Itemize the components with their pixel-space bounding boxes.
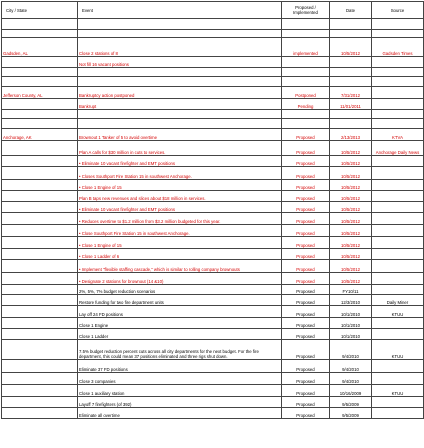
source-cell	[372, 99, 424, 110]
event-cell: Brownout 1 Tanker of 5 to avoid overtime	[78, 129, 282, 141]
table-row	[2, 213, 424, 225]
table-row	[2, 38, 424, 57]
table-row	[2, 385, 424, 397]
event-cell: • Reduces overtime to $1.2 million from $3.2 million budgeted for this year.	[78, 213, 282, 225]
status-cell: Proposed	[282, 373, 330, 385]
city-cell	[2, 202, 78, 213]
city-cell	[2, 249, 78, 260]
table-row	[2, 340, 424, 360]
header-date: Date	[330, 2, 372, 19]
city-cell: Gadsden, AL	[2, 38, 78, 57]
status-cell: Proposed	[282, 167, 330, 180]
source-cell	[372, 119, 424, 129]
source-cell: KTUU	[372, 306, 424, 318]
date-cell: 10/16/2009	[330, 385, 372, 397]
event-cell: Layoff 7 firefighters (of 392)	[78, 397, 282, 408]
table-row	[2, 99, 424, 110]
city-cell	[2, 295, 78, 306]
source-cell	[372, 68, 424, 77]
table-row	[2, 119, 424, 129]
table-row	[2, 329, 424, 340]
event-cell: Bankrupt	[78, 99, 282, 110]
status-cell: Proposed	[282, 225, 330, 237]
status-cell: Proposed	[282, 340, 330, 360]
budget-cuts-table	[1, 1, 424, 419]
table-row	[2, 57, 424, 68]
date-cell: 10/5/2012	[330, 38, 372, 57]
source-cell	[372, 225, 424, 237]
source-cell	[372, 202, 424, 213]
source-cell	[372, 408, 424, 419]
event-cell: 7.5% budget reduction percent cuts across all city departments for the next budget. For the fire department, this could mean 37 positions eliminated and three rigs shut down.	[78, 340, 282, 360]
date-cell: 10/5/2012	[330, 249, 372, 260]
table-row	[2, 306, 424, 318]
event-cell: Close 3 companies	[78, 373, 282, 385]
table-row	[2, 397, 424, 408]
event-cell: Close 2 stations of 8	[78, 38, 282, 57]
event-cell: Restore funding for two fire department units	[78, 295, 282, 306]
date-cell: 10/5/2012	[330, 225, 372, 237]
header-event: Event	[78, 2, 282, 19]
status-cell	[282, 110, 330, 119]
event-cell: Close 1 Ladder	[78, 329, 282, 340]
table-row	[2, 167, 424, 180]
status-cell	[282, 77, 330, 87]
source-cell	[372, 57, 424, 68]
table-row	[2, 19, 424, 30]
city-cell	[2, 68, 78, 77]
date-cell: 2/13/2013	[330, 129, 372, 141]
source-cell	[372, 273, 424, 285]
city-cell: Anchorage, AK	[2, 129, 78, 141]
source-cell	[372, 19, 424, 30]
date-cell: 9/5/2009	[330, 408, 372, 419]
status-cell: Proposed	[282, 156, 330, 167]
date-cell: 10/1/2010	[330, 306, 372, 318]
city-cell	[2, 141, 78, 156]
date-cell: 9/4/2010	[330, 340, 372, 360]
event-cell: Lay off 24 FD positions	[78, 306, 282, 318]
source-cell	[372, 329, 424, 340]
event-cell: • Close Southport Fire Station 15 in southwest Anchorage.	[78, 225, 282, 237]
status-cell: Proposed	[282, 191, 330, 202]
table-row	[2, 273, 424, 285]
source-cell	[372, 156, 424, 167]
city-cell	[2, 306, 78, 318]
date-cell: 10/5/2012	[330, 202, 372, 213]
date-cell: 10/5/2012	[330, 213, 372, 225]
source-cell	[372, 77, 424, 87]
event-cell: • Designate 2 stations for brownout (14 &10)	[78, 273, 282, 285]
table-row	[2, 360, 424, 373]
source-cell: Gadsden Times	[372, 38, 424, 57]
city-cell	[2, 167, 78, 180]
table-row	[2, 110, 424, 119]
table-row	[2, 260, 424, 273]
source-cell	[372, 260, 424, 273]
date-cell	[330, 19, 372, 30]
table-row	[2, 318, 424, 329]
status-cell: Proposed	[282, 180, 330, 191]
date-cell: 9/5/2009	[330, 397, 372, 408]
event-cell: • Close 1 Engine of 15	[78, 180, 282, 191]
event-cell	[78, 30, 282, 38]
city-cell	[2, 285, 78, 295]
city-cell	[2, 119, 78, 129]
status-cell	[282, 68, 330, 77]
header-row	[2, 2, 424, 19]
table-row	[2, 237, 424, 249]
source-cell: KTVA	[372, 129, 424, 141]
table-row	[2, 68, 424, 77]
date-cell: 10/5/2012	[330, 237, 372, 249]
source-cell	[372, 191, 424, 202]
date-cell	[330, 68, 372, 77]
event-cell: Bankruptcy action postponed	[78, 87, 282, 99]
city-cell	[2, 180, 78, 191]
event-cell: Eliminate 37 FD positions	[78, 360, 282, 373]
city-cell	[2, 213, 78, 225]
table-row	[2, 225, 424, 237]
event-cell: Eliminate all overtime	[78, 408, 282, 419]
status-cell: Proposed	[282, 318, 330, 329]
status-cell: Proposed	[282, 397, 330, 408]
city-cell	[2, 397, 78, 408]
source-cell: Anchorage Daily News	[372, 141, 424, 156]
source-cell	[372, 110, 424, 119]
status-cell: Proposed	[282, 249, 330, 260]
table-row	[2, 87, 424, 99]
date-cell	[330, 30, 372, 38]
source-cell: KTUU	[372, 385, 424, 397]
city-cell	[2, 273, 78, 285]
event-cell: • Close 1 Engine of 15	[78, 237, 282, 249]
date-cell: 9/4/2010	[330, 373, 372, 385]
city-cell	[2, 360, 78, 373]
date-cell: 10/5/2012	[330, 141, 372, 156]
city-cell	[2, 408, 78, 419]
event-cell: Plan B taps new revenues and slices about $18 million in services.	[78, 191, 282, 202]
table-row	[2, 141, 424, 156]
table-row	[2, 30, 424, 38]
status-cell: Postponed	[282, 87, 330, 99]
date-cell: 10/5/2012	[330, 273, 372, 285]
date-cell: 10/5/2012	[330, 156, 372, 167]
event-cell: Close 1 Engine	[78, 318, 282, 329]
date-cell: 10/1/2010	[330, 329, 372, 340]
status-cell: Proposed	[282, 237, 330, 249]
source-cell	[372, 249, 424, 260]
city-cell	[2, 99, 78, 110]
event-cell	[78, 19, 282, 30]
header-status: Proposed / Implemented	[282, 2, 330, 19]
date-cell	[330, 110, 372, 119]
date-cell	[330, 57, 372, 68]
event-cell	[78, 77, 282, 87]
table-row	[2, 129, 424, 141]
event-cell: • Closes Southport Fire Station 15 in southwest Anchorage.	[78, 167, 282, 180]
event-cell: • Eliminate 10 vacant firefighter and EMT positions	[78, 156, 282, 167]
city-cell	[2, 318, 78, 329]
header-source: Source	[372, 2, 424, 19]
city-cell: Jefferson County, AL	[2, 87, 78, 99]
status-cell: implemented	[282, 38, 330, 57]
source-cell	[372, 30, 424, 38]
city-cell	[2, 77, 78, 87]
source-cell	[372, 397, 424, 408]
date-cell	[330, 77, 372, 87]
event-cell: Not fill 16 vacant positions	[78, 57, 282, 68]
status-cell: Proposed	[282, 273, 330, 285]
date-cell: 10/5/2012	[330, 260, 372, 273]
source-cell: Daily Miner	[372, 295, 424, 306]
status-cell	[282, 57, 330, 68]
status-cell: Proposed	[282, 385, 330, 397]
status-cell: Proposed	[282, 202, 330, 213]
source-cell	[372, 180, 424, 191]
city-cell	[2, 19, 78, 30]
city-cell	[2, 373, 78, 385]
date-cell: 7/31/2012	[330, 87, 372, 99]
city-cell	[2, 385, 78, 397]
status-cell: Proposed	[282, 295, 330, 306]
status-cell: Proposed	[282, 141, 330, 156]
source-cell	[372, 237, 424, 249]
status-cell: Proposed	[282, 260, 330, 273]
table-row	[2, 285, 424, 295]
table-row	[2, 202, 424, 213]
table-row	[2, 180, 424, 191]
city-cell	[2, 191, 78, 202]
date-cell: 10/1/2010	[330, 318, 372, 329]
status-cell	[282, 19, 330, 30]
date-cell: 10/5/2012	[330, 180, 372, 191]
source-cell	[372, 360, 424, 373]
source-cell	[372, 373, 424, 385]
status-cell: Proposed	[282, 408, 330, 419]
date-cell: 10/5/2012	[330, 167, 372, 180]
city-cell	[2, 340, 78, 360]
table-row	[2, 156, 424, 167]
city-cell	[2, 57, 78, 68]
table-body	[2, 19, 424, 419]
event-cell: Close 1 auxiliary station	[78, 385, 282, 397]
city-cell	[2, 30, 78, 38]
event-cell: 2%, 5%, 7% budget reduction scenarios	[78, 285, 282, 295]
source-cell	[372, 167, 424, 180]
city-cell	[2, 329, 78, 340]
source-cell	[372, 318, 424, 329]
table-row	[2, 295, 424, 306]
status-cell	[282, 119, 330, 129]
source-cell	[372, 213, 424, 225]
event-cell: • Eliminate 10 vacant firefighter and EMT positions	[78, 202, 282, 213]
status-cell: Proposed	[282, 213, 330, 225]
event-cell: • Close 1 Ladder of 6	[78, 249, 282, 260]
date-cell: 12/3/2010	[330, 295, 372, 306]
date-cell: 10/5/2012	[330, 191, 372, 202]
city-cell	[2, 225, 78, 237]
city-cell	[2, 110, 78, 119]
table-row	[2, 77, 424, 87]
status-cell: Proposed	[282, 329, 330, 340]
status-cell	[282, 30, 330, 38]
city-cell	[2, 156, 78, 167]
city-cell	[2, 237, 78, 249]
source-cell	[372, 87, 424, 99]
header-city-state: City / State	[2, 2, 78, 19]
event-cell	[78, 119, 282, 129]
source-cell: KTUU	[372, 340, 424, 360]
date-cell: 11/01/2011	[330, 99, 372, 110]
event-cell	[78, 110, 282, 119]
status-cell: Proposed	[282, 306, 330, 318]
table-row	[2, 373, 424, 385]
status-cell: Proposed	[282, 129, 330, 141]
table-row	[2, 408, 424, 419]
status-cell: Proposed	[282, 360, 330, 373]
table-row	[2, 249, 424, 260]
city-cell	[2, 260, 78, 273]
date-cell: 9/4/2010	[330, 360, 372, 373]
event-cell: • Implement "flexible staffing cascade," which is similar to rolling company brownouts	[78, 260, 282, 273]
event-cell: Plan A calls for $30 million in cuts to services.	[78, 141, 282, 156]
source-cell	[372, 285, 424, 295]
date-cell	[330, 119, 372, 129]
date-cell: FY10/11	[330, 285, 372, 295]
event-cell	[78, 68, 282, 77]
status-cell: Pending	[282, 99, 330, 110]
status-cell: Proposed	[282, 285, 330, 295]
table-row	[2, 191, 424, 202]
